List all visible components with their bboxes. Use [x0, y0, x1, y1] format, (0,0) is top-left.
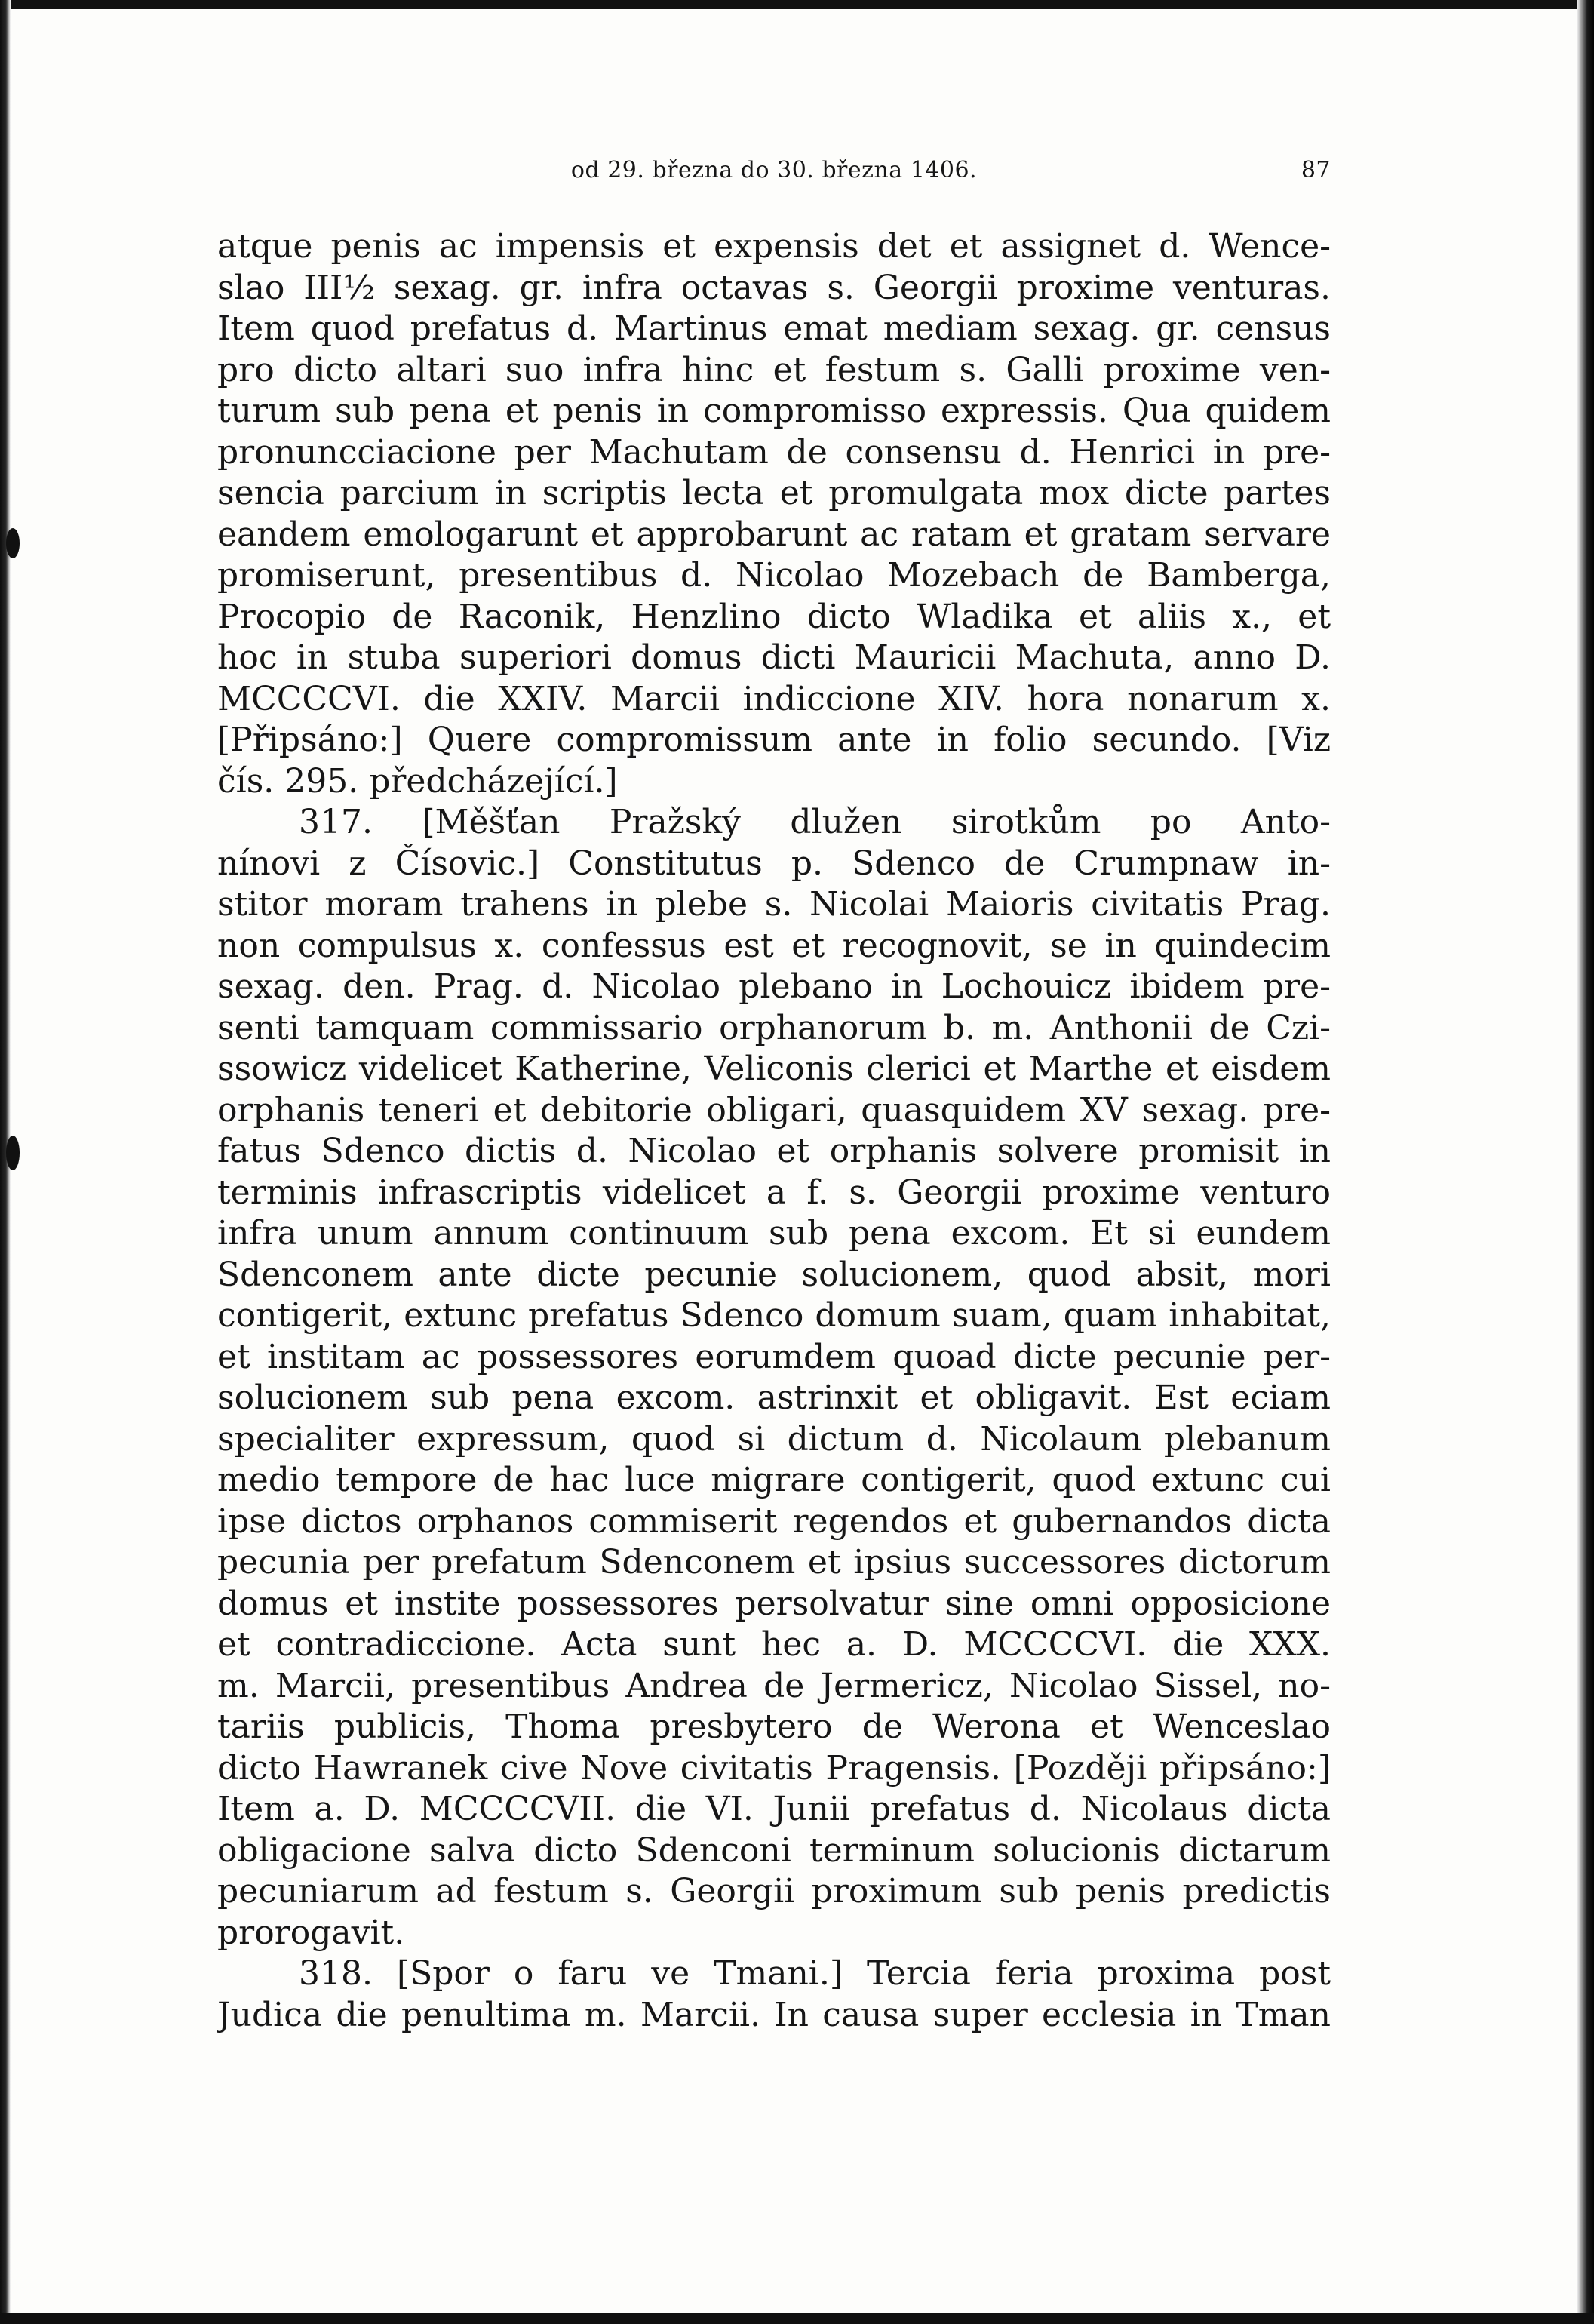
- text-line: infra unum annum continuum sub pena excom. Et si eundem: [217, 1214, 1331, 1253]
- text-line: turum sub pena et penis in compromisso expressis. Qua quidem: [217, 392, 1331, 430]
- text-line: čís. 295. předcházející.]: [217, 761, 618, 801]
- text-line: hoc in stuba superiori domus dicti Mauricii Machuta, anno D.: [217, 638, 1331, 677]
- text-line: pronuncciacione per Machutam de consensu d. Henrici in pre-: [217, 432, 1331, 472]
- text-line: sexag. den. Prag. d. Nicolao plebano in Lochouicz ibidem pre-: [217, 967, 1331, 1006]
- running-head-title: od 29. března do 30. března 1406.: [570, 157, 978, 183]
- text-line: non compulsus x. confessus est et recognovit, se in quindecim: [217, 926, 1331, 965]
- scan-edge-bottom: [0, 2313, 1594, 2324]
- binding-hole-mark: [6, 528, 20, 558]
- text-line: pro dicto altari suo infra hinc et festum s. Galli proxime ven-: [217, 350, 1331, 389]
- text-line: terminis infrascriptis videlicet a f. s. Georgii proxime venturo: [217, 1173, 1331, 1212]
- text-line: [Připsáno:] Quere compromissum ante in folio secundo. [Viz: [217, 721, 1331, 759]
- text-line: Sdenconem ante dicte pecunie solucionem, quod absit, mori: [217, 1255, 1331, 1294]
- text-line: Judica die penultima m. Marcii. In causa super ecclesia in Tman: [217, 1995, 1331, 2034]
- text-line: sencia parcium in scriptis lecta et promulgata mox dicte partes: [217, 474, 1331, 512]
- page-number: 87: [1301, 157, 1331, 183]
- text-line: dicto Hawranek cive Nove civitatis Pragensis. [Později připsáno:]: [217, 1748, 1331, 1788]
- text-line: Item a. D. MCCCCVII. die VI. Junii prefatus d. Nicolaus dicta: [217, 1790, 1331, 1828]
- text-line: prorogavit.: [217, 1913, 405, 1952]
- text-line: orphanis teneri et debitorie obligari, quasquidem XV sexag. pre-: [217, 1090, 1331, 1130]
- text-line: stitor moram trahens in plebe s. Nicolai Maioris civitatis Prag.: [217, 885, 1331, 924]
- text-line: promiserunt, presentibus d. Nicolao Mozebach de Bamberga,: [217, 556, 1331, 595]
- text-line: specialiter expressum, quod si dictum d. Nicolaum plebanum: [217, 1419, 1331, 1459]
- running-head: [217, 155, 1331, 186]
- text-line: solucionem sub pena excom. astrinxit et obligavit. Est eciam: [217, 1379, 1331, 1417]
- entry-heading-318: 318. [Spor o faru ve Tmani.] Tercia feria proxima post: [299, 1954, 1331, 1993]
- text-line: tariis publicis, Thoma presbytero de Werona et Wenceslao: [217, 1708, 1331, 1746]
- text-line: fatus Sdenco dictis d. Nicolao et orphanis solvere promisit in: [217, 1132, 1331, 1170]
- text-line: ipse dictos orphanos commiserit regendos et gubernandos dicta: [217, 1502, 1331, 1541]
- text-line: eandem emologarunt et approbarunt ac ratam et gratam servare: [217, 515, 1331, 554]
- binding-hole-mark: [6, 1136, 20, 1170]
- text-line: pecuniarum ad festum s. Georgii proximum sub penis predictis: [217, 1872, 1331, 1911]
- text-line: atque penis ac impensis et expensis det et assignet d. Wence-: [217, 227, 1331, 266]
- scan-edge-top: [0, 0, 1594, 9]
- text-line: contigerit, extunc prefatus Sdenco domum suam, quam inhabitat,: [217, 1296, 1331, 1335]
- text-line: domus et instite possessores persolvatur sine omni opposicione: [217, 1584, 1331, 1623]
- text-line: Procopio de Raconik, Henzlino dicto Wladika et aliis x., et: [217, 597, 1331, 636]
- text-line: et contradiccione. Acta sunt hec a. D. MCCCCVI. die XXX.: [217, 1625, 1331, 1664]
- text-line: MCCCCVI. die XXIV. Marcii indiccione XIV. hora nonarum x.: [217, 679, 1331, 718]
- text-line: senti tamquam commissario orphanorum b. m. Anthonii de Czi-: [217, 1008, 1331, 1047]
- text-line: et institam ac possessores eorumdem quoad dicte pecunie per-: [217, 1337, 1331, 1376]
- body-text: [217, 226, 1331, 2036]
- text-line: slao III½ sexag. gr. infra octavas s. Georgii proxime venturas.: [217, 268, 1331, 307]
- scan-edge-right: [1577, 0, 1594, 2324]
- text-line: ssowicz videlicet Katherine, Veliconis clerici et Marthe et eisdem: [217, 1050, 1331, 1088]
- text-line: medio tempore de hac luce migrare contigerit, quod extunc cui: [217, 1461, 1331, 1499]
- text-line: obligacione salva dicto Sdenconi terminum solucionis dictarum: [217, 1831, 1331, 1870]
- text-line: nínovi z Čísovic.] Constitutus p. Sdenco de Crumpnaw in-: [217, 844, 1331, 883]
- text-line: m. Marcii, presentibus Andrea de Jermericz, Nicolao Sissel, no-: [217, 1666, 1331, 1705]
- text-line: pecunia per prefatum Sdenconem et ipsius successores dictorum: [217, 1543, 1331, 1582]
- text-line: Item quod prefatus d. Martinus emat mediam sexag. gr. census: [217, 309, 1331, 348]
- entry-heading-317: 317. [Měšťan Pražský dlužen sirotkům po Anto-: [299, 803, 1331, 841]
